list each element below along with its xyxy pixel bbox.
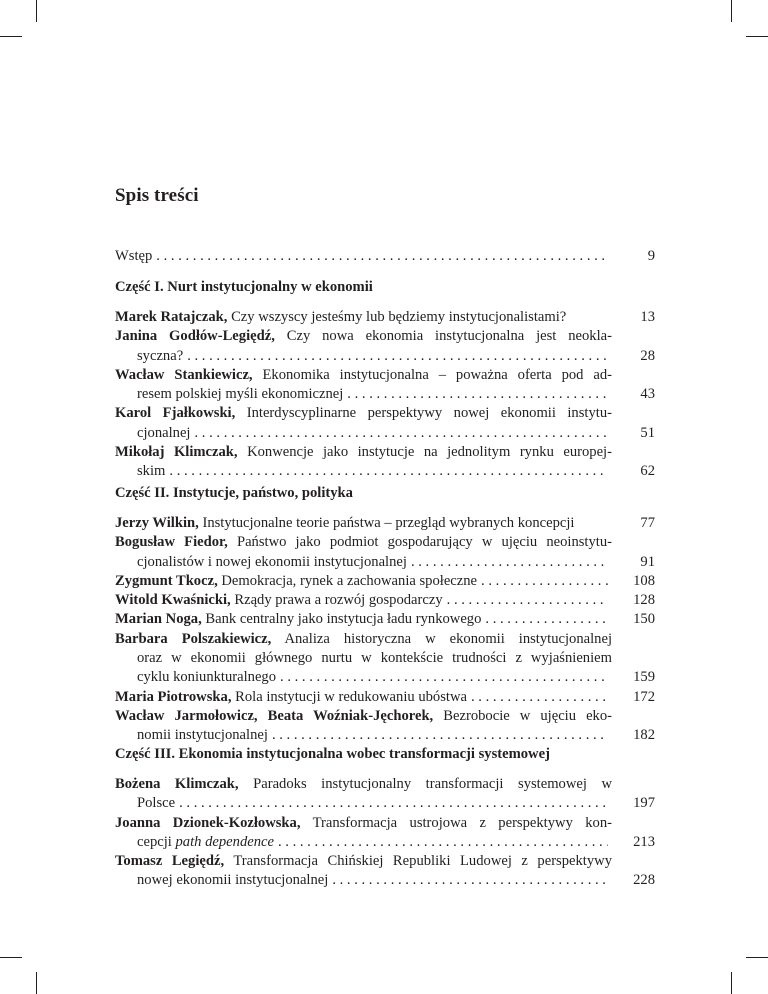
page-number: 91 bbox=[640, 553, 655, 570]
intro-label: Wstęp bbox=[115, 248, 153, 264]
toc-entry-intro[interactable] bbox=[115, 247, 655, 266]
toc-entry[interactable] bbox=[115, 852, 655, 891]
toc-entry[interactable] bbox=[115, 688, 655, 707]
crop-mark bbox=[746, 957, 768, 958]
dot-leader bbox=[195, 424, 609, 443]
page-number: 213 bbox=[633, 833, 655, 850]
page-title: Spis treści bbox=[115, 185, 199, 206]
page-number: 9 bbox=[647, 248, 655, 264]
dot-leader bbox=[156, 247, 608, 266]
crop-mark bbox=[731, 0, 732, 22]
dot-leader bbox=[471, 688, 608, 707]
toc-entry[interactable] bbox=[115, 707, 655, 746]
page-number: 51 bbox=[640, 424, 655, 441]
page-number: 13 bbox=[640, 309, 655, 325]
entry-title: Państwo jako podmiot gospodarujący w ujęciu neoinstytu- bbox=[236, 534, 612, 551]
entry-author: Marian Noga, bbox=[115, 611, 202, 628]
toc-intro bbox=[115, 247, 655, 266]
entry-title-cont: nomii instytucjonalnej bbox=[137, 727, 268, 744]
toc-section-3 bbox=[115, 775, 655, 891]
entry-author: Barbara Polszakiewicz, bbox=[115, 630, 272, 647]
entry-title-cont: cepcji bbox=[137, 833, 176, 850]
entry-author: Mikołaj Klimczak, bbox=[115, 444, 238, 461]
entry-author: Jerzy Wilkin, bbox=[115, 515, 199, 531]
entry-author: Zygmunt Tkocz, bbox=[115, 572, 218, 589]
toc-entry[interactable] bbox=[115, 591, 655, 610]
section-heading-2: Część II. Instytucje, państwo, polityka bbox=[115, 485, 353, 501]
entry-title: Paradoks instytucjonalny transformacji systemowej w bbox=[253, 776, 613, 792]
entry-title-cont: resem polskiej myśli ekonomicznej bbox=[137, 386, 344, 403]
entry-author: Janina Godłów-Legiędź, bbox=[115, 328, 275, 345]
entry-title: Demokracja, rynek a zachowania społeczne bbox=[221, 572, 478, 589]
toc-entry[interactable] bbox=[115, 775, 655, 814]
page-number: 128 bbox=[633, 592, 655, 609]
toc-entry[interactable] bbox=[115, 610, 655, 629]
page-number: 182 bbox=[633, 727, 655, 744]
page-number: 228 bbox=[633, 872, 655, 889]
toc-entry[interactable] bbox=[115, 533, 655, 572]
entry-title: Czy wszyscy jesteśmy lub będziemy instytucjonalistami? bbox=[231, 309, 567, 325]
page-number: 62 bbox=[640, 463, 655, 480]
toc-section-2 bbox=[115, 514, 655, 746]
dot-leader bbox=[332, 871, 608, 890]
dot-leader bbox=[272, 726, 608, 745]
entry-author: Wacław Jarmołowicz, Beata Woźniak-Jęchorek, bbox=[115, 707, 434, 724]
entry-title: Bank centralny jako instytucja ładu rynkowego bbox=[205, 611, 482, 628]
entry-author: Witold Kwaśnicki, bbox=[115, 592, 231, 609]
crop-mark bbox=[36, 972, 37, 994]
page-number: 197 bbox=[633, 795, 655, 812]
dot-leader bbox=[278, 833, 608, 852]
entry-title: Bezrobocie w ujęciu eko- bbox=[443, 707, 613, 724]
section-heading-1: Część I. Nurt instytucjonalny w ekonomii bbox=[115, 279, 373, 295]
crop-mark bbox=[36, 0, 37, 22]
crop-mark bbox=[746, 36, 768, 37]
entry-title-cont: nowej ekonomii instytucjonalnej bbox=[137, 872, 329, 889]
entry-title: Ekonomika instytucjonalna – poważna oferta pod ad- bbox=[262, 366, 612, 383]
toc-entry[interactable] bbox=[115, 366, 655, 405]
entry-title-italic: path dependence bbox=[175, 833, 274, 850]
crop-mark bbox=[0, 36, 22, 37]
entry-author: Marek Ratajczak, bbox=[115, 309, 228, 325]
entry-title: Transformacja ustrojowa z perspektywy kon- bbox=[312, 814, 612, 831]
entry-author: Wacław Stankiewicz, bbox=[115, 366, 253, 383]
dot-leader bbox=[179, 794, 608, 813]
dot-leader bbox=[169, 462, 608, 481]
entry-title: Interdyscyplinarne perspektywy nowej ekonomii instytu- bbox=[246, 405, 612, 422]
toc-entry[interactable] bbox=[115, 327, 655, 366]
toc-entry[interactable] bbox=[115, 814, 655, 853]
entry-title: Rola instytucji w redukowaniu ubóstwa bbox=[235, 688, 467, 705]
entry-title: Analiza historyczna w ekonomii instytucjonalnej bbox=[284, 630, 612, 647]
crop-mark bbox=[731, 972, 732, 994]
dot-leader bbox=[280, 668, 608, 687]
entry-title: Transformacja Chińskiej Republiki Ludowej z perspektywy bbox=[233, 853, 612, 870]
dot-leader bbox=[411, 553, 608, 572]
page-number: 172 bbox=[633, 688, 655, 705]
toc-entry[interactable] bbox=[115, 404, 655, 443]
entry-title-cont: Polsce bbox=[137, 795, 176, 812]
toc-section-1 bbox=[115, 308, 655, 482]
toc-entry[interactable] bbox=[115, 308, 655, 327]
entry-author: Karol Fjałkowski, bbox=[115, 405, 236, 422]
entry-title-cont: oraz w ekonomii głównego nurtu w kontekście trudności z wyjaśnieniem bbox=[137, 650, 612, 667]
entry-author: Maria Piotrowska, bbox=[115, 688, 232, 705]
page-number: 43 bbox=[640, 386, 655, 403]
crop-mark bbox=[0, 957, 22, 958]
dot-leader bbox=[447, 591, 608, 610]
entry-title: Konwencje jako instytucje na jednolitym rynku europej- bbox=[247, 444, 612, 461]
section-heading-3: Część III. Ekonomia instytucjonalna wobec transformacji systemowej bbox=[115, 746, 550, 762]
dot-leader bbox=[481, 572, 608, 591]
entry-title-cont: syczna? bbox=[137, 347, 184, 364]
entry-title-cont: skim bbox=[137, 463, 166, 480]
entry-title-cont: cyklu koniunkturalnego bbox=[137, 669, 277, 686]
dot-leader bbox=[187, 347, 608, 366]
entry-author: Joanna Dzionek-Kozłowska, bbox=[115, 814, 301, 831]
entry-author: Bożena Klimczak, bbox=[115, 776, 239, 792]
page-number: 159 bbox=[633, 669, 655, 686]
page-number: 150 bbox=[633, 611, 655, 628]
entry-title: Rządy prawa a rozwój gospodarczy bbox=[234, 592, 443, 609]
toc-entry[interactable] bbox=[115, 443, 655, 482]
toc-entry[interactable] bbox=[115, 630, 655, 688]
entry-title: Czy nowa ekonomia instytucjonalna jest neokla- bbox=[286, 328, 613, 345]
dot-leader bbox=[347, 385, 608, 404]
page-number: 77 bbox=[640, 515, 655, 531]
entry-author: Tomasz Legiędź, bbox=[115, 853, 225, 870]
entry-title-cont: cjonalistów i nowej ekonomii instytucjonalnej bbox=[137, 553, 407, 570]
page-number: 28 bbox=[640, 347, 655, 364]
entry-title: Instytucjonalne teorie państwa – przegląd wybranych koncepcji bbox=[202, 515, 575, 531]
toc-entry[interactable] bbox=[115, 572, 655, 591]
dot-leader bbox=[485, 610, 608, 629]
entry-author: Bogusław Fiedor, bbox=[115, 534, 228, 551]
toc-entry[interactable] bbox=[115, 514, 655, 533]
page-number: 108 bbox=[633, 572, 655, 589]
entry-title-cont: cjonalnej bbox=[137, 424, 191, 441]
